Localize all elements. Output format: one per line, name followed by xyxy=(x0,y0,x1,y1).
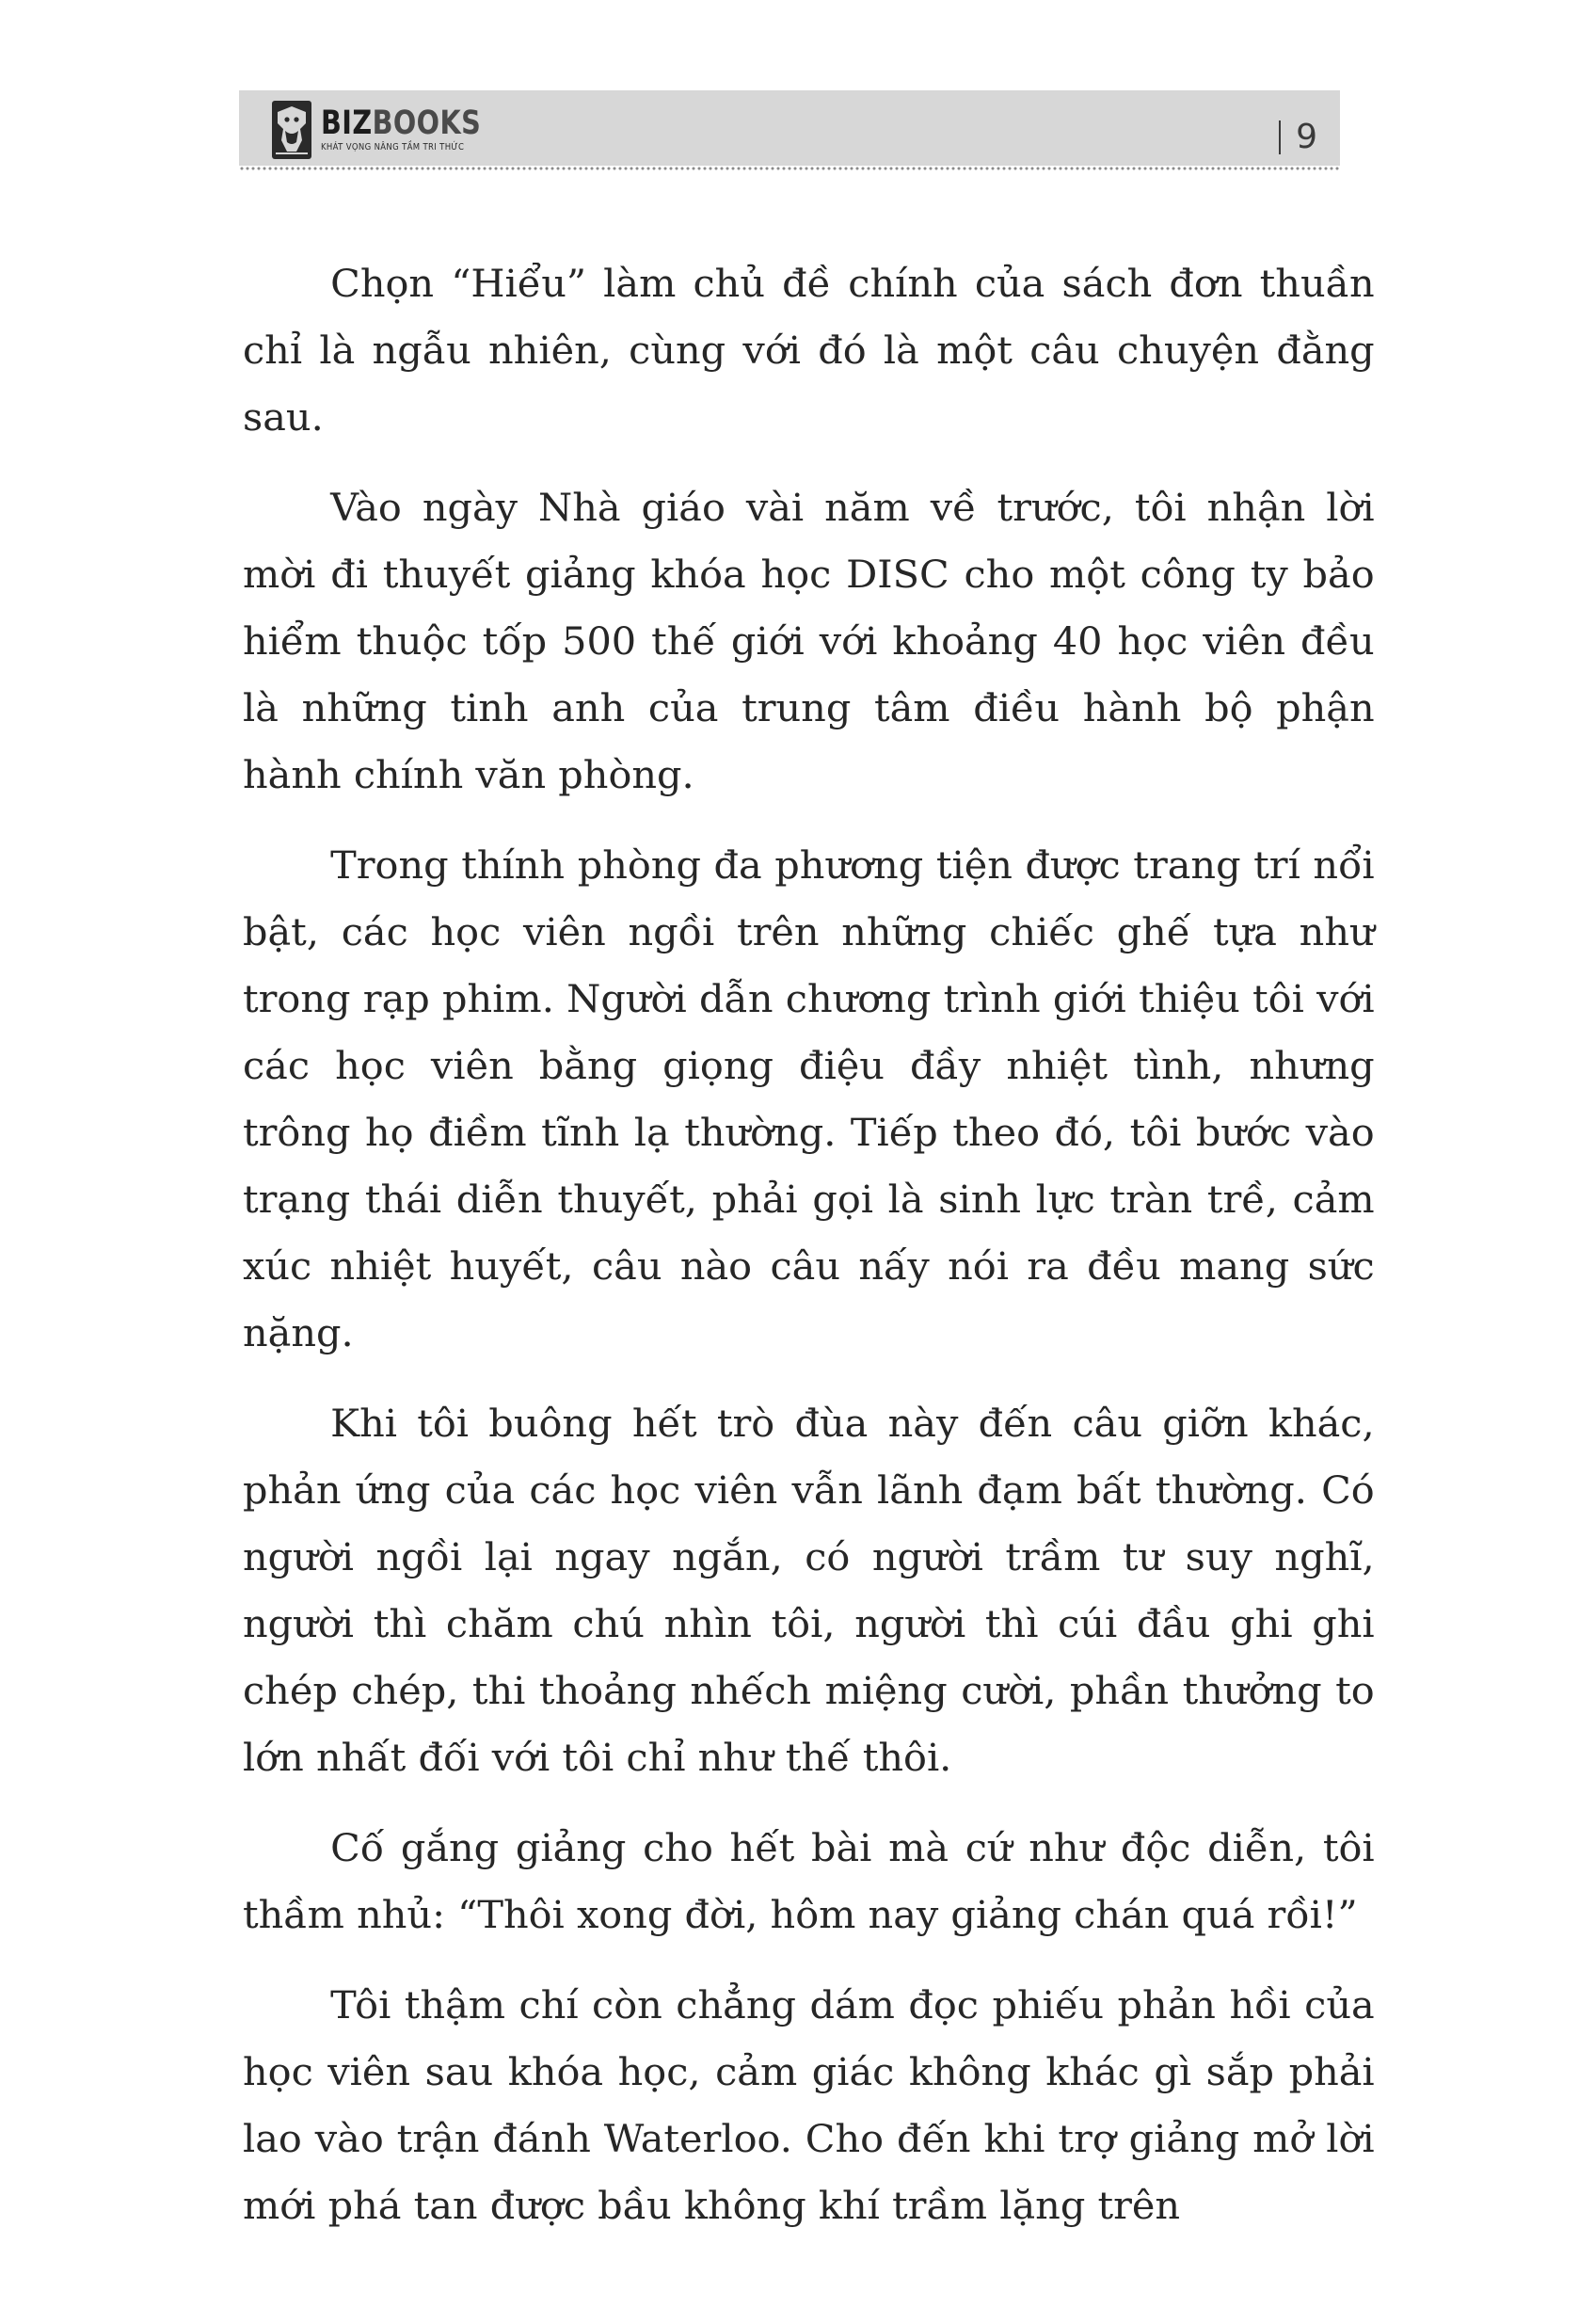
page-number-value: 9 xyxy=(1296,118,1317,156)
logo-tagline: KHÁT VỌNG NÂNG TẦM TRI THỨC xyxy=(321,142,465,152)
paragraph: Cố gắng giảng cho hết bài mà cứ như độc diễn, tôi thầm nhủ: “Thôi xong đời, hôm nay giảng chán quá rồi!” xyxy=(243,1827,1375,1937)
body-text xyxy=(243,251,1375,2264)
paragraph: Khi tôi buông hết trò đùa này đến câu giỡn khác, phản ứng của các học viên vẫn lãnh đạm bất thường. Có người ngồi lại ngay ngắn, có người trầm tư suy nghĩ, người thì chăm chú nhìn tôi, người thì cúi đầu ghi ghi chép chép, thi thoảng nhếch miệng cười, phần thưởng to lớn nhất đối với tôi chỉ như thế thôi. xyxy=(243,1402,1375,1780)
paragraph: Tôi thậm chí còn chẳng dám đọc phiếu phản hồi của học viên sau khóa học, cảm giác không khác gì sắp phải lao vào trận đánh Waterloo. Cho đến khi trợ giảng mở lời mới phá tan được bầu không khí trầm lặng trên xyxy=(243,1984,1375,2228)
logo-wordmark: BIZBOOKS xyxy=(321,104,482,142)
header-dotted-rule xyxy=(239,166,1340,171)
paragraph: Trong thính phòng đa phương tiện được trang trí nổi bật, các học viên ngồi trên những chiếc ghế tựa như trong rạp phim. Người dẫn chương trình giới thiệu tôi với các học viên bằng giọng điệu đầy nhiệt tình, nhưng trông họ điềm tĩnh lạ thường. Tiếp theo đó, tôi bước vào trạng thái diễn thuyết, phải gọi là sinh lực tràn trề, cảm xúc nhiệt huyết, câu nào câu nấy nói ra đều mang sức nặng. xyxy=(243,844,1375,1355)
paragraph: Vào ngày Nhà giáo vài năm về trước, tôi nhận lời mời đi thuyết giảng khóa học DISC cho một công ty bảo hiểm thuộc tốp 500 thế giới với khoảng 40 học viên đều là những tinh anh của trung tâm điều hành bộ phận hành chính văn phòng. xyxy=(243,487,1375,797)
page-number xyxy=(1279,119,1317,156)
page-number-divider xyxy=(1279,120,1281,154)
gorilla-logo-icon xyxy=(270,99,313,161)
paragraph: Chọn “Hiểu” làm chủ đề chính của sách đơn thuần chỉ là ngẫu nhiên, cùng với đó là một câu chuyện đằng sau. xyxy=(243,263,1375,440)
bizbooks-logo xyxy=(270,97,517,163)
